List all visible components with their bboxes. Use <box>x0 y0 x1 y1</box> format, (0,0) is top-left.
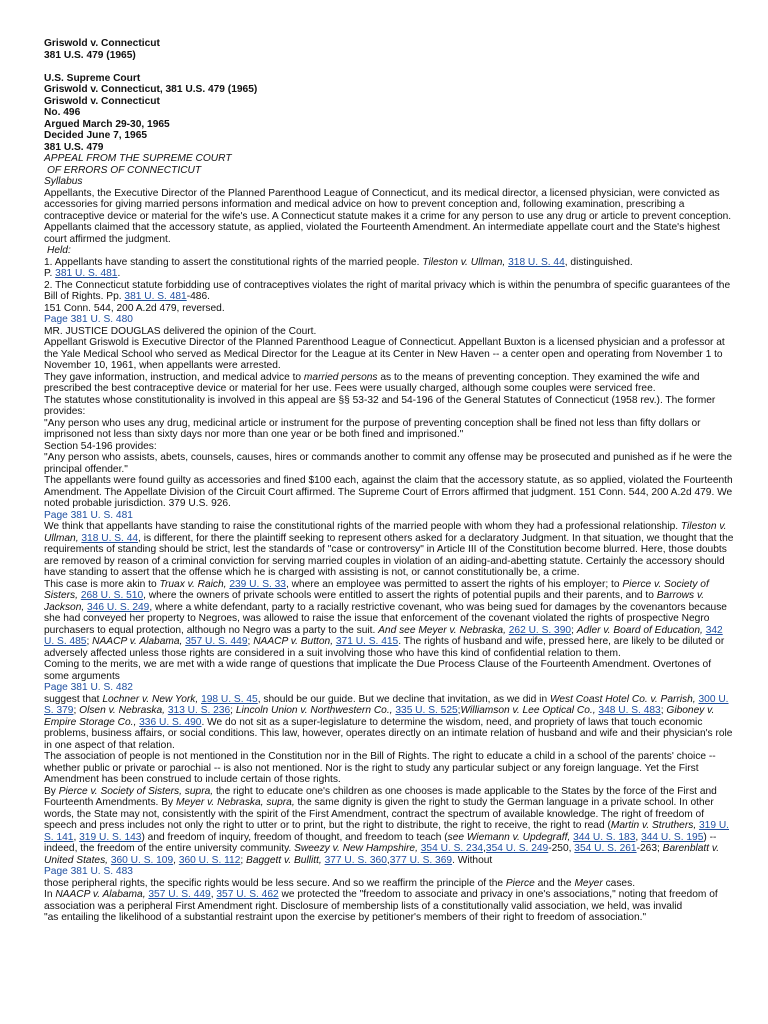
citation-link[interactable]: 342 U. S. 485 <box>44 624 723 647</box>
statute-quote: "Any person who uses any drug, medicinal article or instrument for the purpose of preventing conception shall be fined not less than fifty dollars or imprisoned not less than sixty days nor more than one year or be both fined and imprisoned." <box>44 417 701 440</box>
court-name: U.S. Supreme Court <box>44 72 141 84</box>
case-name: see Wiemann v. Updegraff, <box>447 831 571 843</box>
case-name: Meyer v. Nebraska, supra, <box>175 797 295 808</box>
text: cases. <box>602 877 636 889</box>
appeal-line-2: OF ERRORS OF CONNECTICUT <box>47 164 202 176</box>
case-name: Olsen v. Nebraska, <box>79 705 166 716</box>
text: -250, <box>548 843 575 854</box>
text: , is different, for there the plaintiff seeking to represent others asked for a declaratory Judgment. In that situation, we thought that the requirements of standing should be strict, lest the standards of "case or controversy" in Article III of the Constitution become blurred. Here, those doubts are removed by reason of a criminal conviction for serving married couples in violation of an aiding-and-abetting statute. Certainly the accessory should have standing to assert that the offense which he is charged with assisting is not, or cannot constitutionally be, a crime. <box>44 532 734 578</box>
text: -486. <box>186 291 210 302</box>
text: This case is more akin to <box>44 578 160 590</box>
citation-link[interactable]: 354 U. S. 234 <box>420 843 484 854</box>
text: those peripheral rights, the specific rights would be less secure. And so we reaffirm the principle of the <box>44 877 506 889</box>
lower-court-cite: 151 Conn. 544, 200 A.2d 479, reversed. <box>44 302 225 314</box>
case-name: NAACP v. Alabama, <box>55 889 146 900</box>
text: In <box>44 889 56 900</box>
case-name: Barrows v. Jackson, <box>44 590 705 613</box>
opinion-paragraph: The association of people is not mentioned in the Constitution nor in the Bill of Rights. The right to educate a child in a school of the parents' choice -- whether public or private or parochial -- is also not mentioned. Nor is the right to study any particular subject or any foreign language. Yet the First Amendment has been construed to include certain of those rights. <box>44 751 716 785</box>
case-name: Adler v. Board of Education, <box>576 624 703 636</box>
text: . Without <box>452 854 493 866</box>
emphasis: married persons <box>303 371 378 383</box>
case-name: Tileston v. Ullman, <box>44 521 727 544</box>
case-name: Tileston v. Ullman, <box>422 256 506 268</box>
case-title: Griswold v. Connecticut <box>44 38 160 49</box>
text: , where the owners of private schools were entitled to assert the rights of potential pupils and their parents, and to <box>143 590 657 601</box>
citation-link[interactable]: 300 U. S. 379 <box>44 693 729 716</box>
opinion-paragraph: By Pierce v. Society of Sisters, supra, the right to educate one's children as one chooses is made applicable to the States by the force of the First and Fourteenth Amendments. By Meyer v. Nebraska, supra, the same dignity is given the right to study the German language in a private school. In other words, the State may not, consistently with the spirit of the First Amendment, contract the spectrum of available knowledge. The right of freedom of speech and press includes not only the right to utter or to print, but the right to distribute, the right to receive, the right to read (Martin v. Struthers, 319 U. S. 141, 319 U. S. 143) and freedom of inquiry, freedom of thought, and freedom to teach (see Wiemann v. Updegraff, 344 U. S. 183, 344 U. S. 195) -- indeed, the freedom of the entire university community. Sweezy v. New Hampshire, 354 U. S. 234,354 U. S. 249-250, 354 U. S. 261-263; Barenblatt v. United States, 360 U. S. 109, 360 U. S. 112; Baggett v. Bullitt, 377 U. S. 360,377 U. S. 369. Without <box>44 785 730 866</box>
citation-link[interactable]: 360 U. S. 109 <box>110 854 174 866</box>
text: ) and freedom of inquiry, freedom of thought, and freedom to teach ( <box>141 831 448 843</box>
citation-link[interactable]: 371 U. S. 415 <box>335 636 399 647</box>
text: , distinguished. <box>564 256 633 268</box>
citation-link[interactable]: 198 U. S. 45 <box>201 693 258 705</box>
opinion-paragraph: In NAACP v. Alabama, 357 U. S. 449, 357 U. S. 462 we protected the "freedom to associate and privacy in one's associations," noting that freedom of association was a peripheral First Amendment right. Disclosure of membership lists of a constitutionally valid association, we held, was invalid <box>44 889 718 912</box>
case-name: Lochner v. New York, <box>102 693 199 705</box>
case-name: NAACP v. Button, <box>253 636 334 647</box>
citation-link[interactable]: 357 U. S. 462 <box>216 889 279 900</box>
case-name: West Coast Hotel Co. v. Parrish, <box>549 693 696 705</box>
case-name: Lincoln Union v. Northwestern Co., <box>235 705 393 716</box>
text: . <box>117 268 121 279</box>
citation-link[interactable]: 319 U. S. 143 <box>79 831 142 843</box>
syllabus-heading: Syllabus <box>44 176 83 187</box>
citation-link[interactable]: 239 U. S. 33 <box>229 578 286 590</box>
citation-link[interactable]: 357 U. S. 449 <box>185 636 248 647</box>
page-marker: Page 381 U. S. 482 <box>44 682 133 693</box>
case-name: Truax v. Raich, <box>159 578 227 590</box>
reporter-cite: 381 U.S. 479 <box>44 141 104 153</box>
opinion-paragraph <box>44 521 734 579</box>
opinion-paragraph <box>44 372 734 395</box>
citation-link[interactable]: 344 U. S. 195 <box>641 831 704 843</box>
page-marker: Page 381 U. S. 483 <box>44 866 133 877</box>
opinion-paragraph <box>44 878 734 890</box>
case-name: Giboney v. Empire Storage Co., <box>44 705 715 728</box>
citation-link[interactable]: 354 U. S. 249 <box>485 843 549 854</box>
text: we protected the "freedom to associate and privacy in one's associations," noting that freedom of association was a peripheral First Amendment right. Disclosure of membership lists of a constitutionally valid association, we held, was invalid <box>44 889 718 912</box>
opinion-paragraph: The appellants were found guilty as accessories and fined $100 each, against the claim that the accessory statute, as so applied, violated the Fourteenth Amendment. The Appellate Division of the Circuit Court affirmed. The Supreme Court of Errors affirmed that judgment. 151 Conn. 544, 200 A.2d 479. We noted probable jurisdiction. 379 U.S. 926. <box>44 475 733 509</box>
syllabus-paragraph: Appellants, the Executive Director of the Planned Parenthood League of Connecticut, and its medical director, a licensed physician, were convicted as accessories for giving married persons information and medical advice on how to prevent conception and, following examination, prescribing a contraceptive device or material for the wife's use. A Connecticut statute makes it a crime for any person to use any drug or article to prevent conception. Appellants claimed that the accessory statute, as applied, violated the Fourteenth Amendment. An intermediate appellate court and the State's highest court affirmed the judgment. <box>44 187 732 245</box>
text: -263; <box>636 843 663 854</box>
case-name: Williamson v. Lee Optical Co., <box>460 705 596 716</box>
case-name: And see Meyer v. Nebraska, <box>378 624 506 636</box>
citation-link[interactable]: 318 U. S. 44 <box>508 256 565 268</box>
case-name: NAACP v. Alabama, <box>92 636 183 647</box>
opinion-intro: MR. JUSTICE DOUGLAS delivered the opinion of the Court. <box>44 325 317 337</box>
argued-date: Argued March 29-30, 1965 <box>44 118 170 130</box>
holding-1 <box>44 257 734 280</box>
document <box>44 38 734 924</box>
text: , where an employee was permitted to assert the rights of his employer; to <box>285 578 623 590</box>
text: They gave information, instruction, and medical advice to <box>44 371 304 383</box>
citation-link[interactable]: 377 U. S. 360 <box>324 854 387 866</box>
text: . The rights of husband and wife, pressed here, are likely to be diluted or adversely affected unless those rights are considered in a suit involving those who have this kind of confidential relation to them. <box>44 636 725 659</box>
text: suggest that <box>44 693 103 705</box>
citation-link[interactable]: 354 U. S. 261 <box>574 843 637 854</box>
spacer <box>44 61 734 73</box>
citation-link[interactable]: 348 U. S. 483 <box>598 705 661 716</box>
case-name: Pierce <box>505 877 535 889</box>
statute-quote: "Any person who assists, abets, counsels, causes, hires or commands another to commit any offense may be prosecuted and punished as if he were the principal offender." <box>44 452 733 475</box>
text: and the <box>534 877 575 889</box>
full-citation: Griswold v. Connecticut, 381 U.S. 479 (1965) <box>44 84 258 95</box>
citation-link[interactable]: 377 U. S. 369 <box>389 854 453 866</box>
citation-link[interactable]: 344 U. S. 183 <box>573 831 636 843</box>
citation-link[interactable]: 381 U. S. 481 <box>124 291 187 302</box>
docket-number: No. 496 <box>44 107 81 118</box>
citation-link[interactable]: 313 U. S. 236 <box>167 705 231 716</box>
case-name: Sweezy v. New Hampshire, <box>294 843 418 854</box>
text: We think that appellants have standing to raise the constitutional rights of the married people with whom they had a professional relationship. <box>44 521 681 532</box>
section-heading: Section 54-196 provides: <box>44 440 157 452</box>
citation-link[interactable]: 268 U. S. 510 <box>80 590 144 601</box>
text: the right to educate one's children as one chooses is made applicable to the States by the force of the First and Fourteenth Amendments. By <box>44 785 717 808</box>
text: 2. The Connecticut statute forbidding use of contraceptives violates the right of marital privacy which is within the penumbra of specific guarantees of the Bill of Rights. Pp. <box>44 279 731 302</box>
citation-link[interactable]: 360 U. S. 112 <box>178 854 241 866</box>
opinion-paragraph: Coming to the merits, we are met with a wide range of questions that implicate the Due Process Clause of the Fourteenth Amendment. Overtones of some arguments <box>44 659 712 682</box>
text: , should be our guide. But we decline that invitation, as we did in <box>257 693 550 705</box>
citation-link[interactable]: 346 U. S. 249 <box>87 601 150 613</box>
opinion-paragraph: This case is more akin to Truax v. Raich, 239 U. S. 33, where an employee was permitted to assert the rights of his employer; to Pierce v. Society of Sisters, 268 U. S. 510, where the owners of private schools were entitled to assert the rights of potential pupils and their parents, and to Barrows v. Jackson, 346 U. S. 249, where a white defendant, party to a racially restrictive covenant, who was being sued for damages by the covenantors because she had conveyed her property to Negroes, was allowed to raise the issue that enforcement of the covenant violated the rights of prospective Negro purchasers to equal protection, although no Negro was a party to the suit. And see Meyer v. Nebraska, 262 U. S. 390; Adler v. Board of Education, 342 U. S. 485; NAACP v. Alabama, 357 U. S. 449; NAACP v. Button, 371 U. S. 415. The rights of husband and wife, pressed here, are likely to be diluted or adversely affected unless those rights are considered in a suit involving those who have this kind of confidential relation to them. <box>44 578 727 659</box>
text: P. <box>44 268 56 279</box>
case-name: Pierce v. Society of Sisters, <box>44 578 709 601</box>
decided-date: Decided June 7, 1965 <box>44 130 148 141</box>
citation-link[interactable]: 319 U. S. 141 <box>44 820 730 843</box>
case-name: Pierce v. Society of Sisters, supra, <box>58 785 214 797</box>
case-name: Baggett v. Bullitt, <box>246 854 322 866</box>
held-heading: Held: <box>47 245 71 256</box>
page-marker: Page 381 U. S. 480 <box>44 314 133 325</box>
opinion-paragraph: Appellant Griswold is Executive Director of the Planned Parenthood League of Connecticut. Appellant Buxton is a licensed physician and a professor at the Yale Medical School who served as Medical Director for the League at its Center in New Haven -- a center open and operating from November 1 to November 10, 1961, when appellants were arrested. <box>44 337 725 371</box>
case-name: Barenblatt v. United States, <box>44 843 720 866</box>
opinion-paragraph: The statutes whose constitutionality is involved in this appeal are §§ 53-32 and 54-196 of the General Statutes of Connecticut (1958 rev.). The former provides: <box>44 394 716 417</box>
text: . We do not sit as a super-legislature to determine the wisdom, need, and propriety of laws that touch economic problems, business affairs, or social conditions. This law, however, operates directly on an intimate relation of husband and wife and their physician's role in one aspect of that relation. <box>44 716 733 751</box>
text: 1. Appellants have standing to assert the constitutional rights of the married people. <box>44 256 423 268</box>
text: the same dignity is given the right to study the German language in a private school. In other words, the State may not, consistently with the spirit of the First Amendment, contract the spectrum of available knowledge. The right of freedom of speech and press includes not only the right to utter or to print, but the right to distribute, the right to receive, the right to read ( <box>44 797 714 831</box>
short-case-name: Griswold v. Connecticut <box>44 95 160 107</box>
opinion-paragraph: suggest that Lochner v. New York, 198 U. S. 45, should be our guide. But we decline that invitation, as we did in West Coast Hotel Co. v. Parrish, 300 U. S. 379; Olsen v. Nebraska, 313 U. S. 236; Lincoln Union v. Northwestern Co., 335 U. S. 525;Williamson v. Lee Optical Co., 348 U. S. 483; Giboney v. Empire Storage Co., 336 U. S. 490. We do not sit as a super-legislature to determine the wisdom, need, and propriety of laws that touch economic problems, business affairs, or social conditions. This law, however, operates directly on an intimate relation of husband and wife and their physician's role in one aspect of that relation. <box>44 693 733 751</box>
holding-2 <box>44 280 734 303</box>
text: ) -- indeed, the freedom of the entire university community. <box>44 831 717 854</box>
text: By <box>44 785 59 797</box>
appeal-line-1: APPEAL FROM THE SUPREME COURT <box>44 153 232 164</box>
case-name: Meyer <box>574 877 603 889</box>
citation-link[interactable]: 336 U. S. 490 <box>139 716 202 728</box>
citation-link[interactable]: 335 U. S. 525 <box>395 705 458 716</box>
citation-link[interactable]: 262 U. S. 390 <box>508 624 572 636</box>
text: as to the means of preventing conception. They examined the wife and prescribed the best contraceptive device or material for her use. Fees were usually charged, although some couples were serviced free. <box>44 371 700 394</box>
case-citation: 381 U.S. 479 (1965) <box>44 49 136 61</box>
citation-link[interactable]: 357 U. S. 449 <box>148 889 211 900</box>
citation-link[interactable]: 381 U. S. 481 <box>55 268 118 279</box>
case-name: Martin v. Struthers, <box>610 820 697 831</box>
citation-link[interactable]: 318 U. S. 44 <box>81 532 139 544</box>
text: , where a white defendant, party to a racially restrictive covenant, who was being sued for damages by the covenantors because she had conveyed her property to Negroes, was allowed to raise the issue that enforcement of the covenant violated the rights of prospective Negro purchasers to equal protection, although no Negro was a party to the suit. <box>44 601 727 636</box>
page-marker: Page 381 U. S. 481 <box>44 509 133 521</box>
association-quote: "as entailing the likelihood of a substantial restraint upon the exercise by petitioner's members of their right to freedom of association." <box>44 912 647 923</box>
